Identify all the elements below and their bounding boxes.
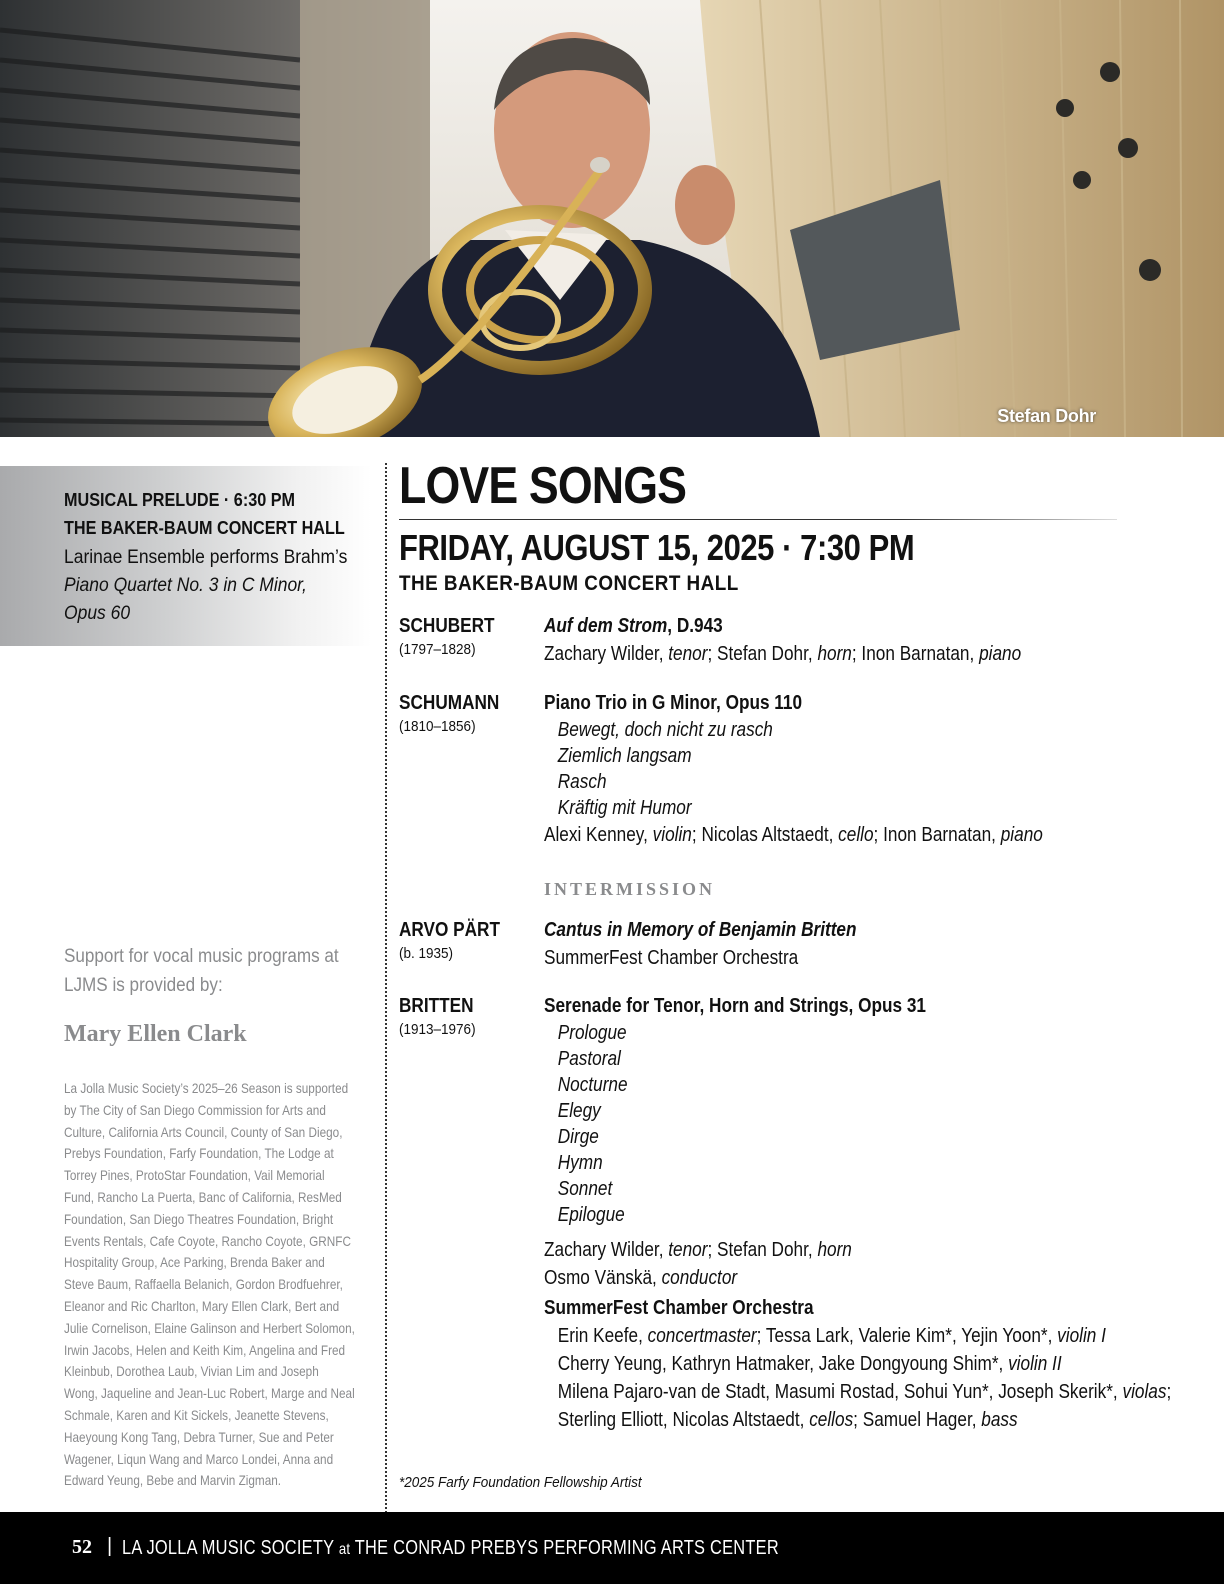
performer-name: Inon Barnatan,	[883, 824, 1001, 846]
performer-name: Inon Barnatan,	[861, 643, 980, 665]
roster-line: Cherry Yeung, Kathryn Hatmaker, Jake Dongyoung Shim*, violin II	[557, 1353, 1062, 1375]
season-support-line: Schmale, Karen and Kit Sickels, Jeanette Stevens,	[64, 1406, 329, 1423]
conductor	[544, 1264, 1112, 1292]
season-support-line: Haeyoung Kong Tang, Debra Turner, Sue and Peter	[64, 1428, 334, 1445]
season-support-line: Julie Cornelison, Elaine Galinson and Herbert Solomon,	[64, 1319, 355, 1336]
concert-header	[399, 456, 1199, 595]
concert-title: LOVE SONGS	[399, 457, 687, 515]
photo-credit: Stefan Dohr	[997, 406, 1096, 426]
season-support-line: by The City of San Diego Commission for Arts and	[64, 1101, 326, 1118]
prelude-venue: THE BAKER-BAUM CONCERT HALL	[64, 518, 345, 538]
movement: Epilogue	[557, 1204, 625, 1226]
performer-role: tenor	[668, 643, 708, 665]
footer-organization	[122, 1537, 779, 1560]
footer-separator: |	[107, 1535, 113, 1557]
movement: Elegy	[557, 1100, 601, 1122]
composer-dates: (b. 1935)	[399, 945, 454, 962]
movement: Sonnet	[557, 1178, 613, 1200]
musical-prelude-box	[0, 466, 372, 646]
org-at: at	[338, 1541, 351, 1558]
performer-role: cello	[838, 824, 874, 846]
conductor-role: conductor	[661, 1267, 738, 1289]
movement: Nocturne	[557, 1074, 628, 1096]
season-support-line: Prebys Foundation, Farfy Foundation, The Lodge at	[64, 1145, 334, 1162]
org-venue: THE CONRAD PREBYS PERFORMING ARTS CENTER	[350, 1537, 779, 1559]
movement-list	[544, 1020, 1204, 1228]
movement: Rasch	[557, 771, 607, 793]
footnote: *2025 Farfy Foundation Fellowship Artist	[399, 1474, 642, 1491]
season-support-line: Edward Yeung, Bebe and Marvin Zigman.	[64, 1472, 282, 1489]
season-support-line: Torrey Pines, ProtoStar Foundation, Vail Memorial	[64, 1167, 325, 1184]
column-divider	[385, 463, 387, 1513]
performer-role: piano	[979, 643, 1022, 665]
movement: Dirge	[557, 1126, 599, 1148]
performer-name: Zachary Wilder,	[544, 1239, 669, 1261]
work-catalog: , D.943	[667, 615, 723, 637]
roster-line: Milena Pajaro-van de Stadt, Masumi Rostad, Sohui Yun*, Joseph Skerik*, violas;	[557, 1381, 1172, 1403]
donor-name: Mary Ellen Clark	[64, 1021, 247, 1047]
season-support-line: Wong, Jaqueline and Jean-Luc Robert, Marge and Neal	[64, 1385, 355, 1402]
prelude-description	[64, 544, 348, 628]
composer-name: ARVO PÄRT	[399, 919, 500, 941]
performer-role: piano	[1000, 824, 1043, 846]
composer-name: SCHUMANN	[399, 692, 500, 714]
org-name: LA JOLLA MUSIC SOCIETY	[122, 1537, 339, 1559]
orchestra-name: SummerFest Chamber Orchestra	[544, 1297, 814, 1319]
season-support-line: Wagener, Liqun Wang and Marco Londei, Anna and	[64, 1450, 334, 1467]
support-line: Support for vocal music programs at	[64, 946, 339, 967]
composer-dates: (1797–1828)	[399, 641, 476, 658]
support-line: LJMS is provided by:	[64, 975, 223, 996]
movement: Bewegt, doch nicht zu rasch	[557, 719, 773, 741]
soloists: Zachary Wilder, tenor; Stefan Dohr, horn	[544, 1239, 852, 1261]
work-title-italic: Cantus in Memory of Benjamin Britten	[544, 919, 857, 941]
vocal-support-credit	[64, 942, 364, 1049]
season-support-line: Kleinbub, Dorothea Laub, Vivian Lim and Joseph	[64, 1363, 319, 1380]
orchestra-roster	[544, 1322, 1204, 1434]
season-support-line: Hospitality Group, Ace Parking, Brenda Baker and	[64, 1254, 325, 1271]
movement: Hymn	[557, 1152, 603, 1174]
performer-name: Zachary Wilder,	[544, 643, 669, 665]
prelude-performers: Larinae Ensemble performs Brahm’s	[64, 547, 348, 568]
composer-dates: (1913–1976)	[399, 1021, 476, 1038]
prelude-work-line-2: Opus 60	[64, 603, 131, 624]
movement: Prologue	[557, 1022, 627, 1044]
intermission-label: INTERMISSION	[544, 879, 716, 899]
performer-name: Alexi Kenney,	[544, 824, 653, 846]
performer-role: violin	[652, 824, 692, 846]
performer-name: Stefan Dohr,	[717, 643, 818, 665]
concert-venue: THE BAKER-BAUM CONCERT HALL	[399, 572, 739, 595]
season-support-text	[64, 1078, 394, 1492]
performer-name: Stefan Dohr,	[717, 1239, 818, 1261]
prelude-heading: MUSICAL PRELUDE · 6:30 PM	[64, 490, 296, 510]
work-title	[544, 612, 1112, 640]
work-title: Piano Trio in G Minor, Opus 110	[544, 692, 803, 714]
page-number: 52	[72, 1536, 92, 1558]
season-support-line: Irwin Jacobs, Helen and Keith Kim, Angelina and Fred	[64, 1341, 346, 1358]
hero-photo-illustration	[0, 0, 1224, 437]
work-title: Serenade for Tenor, Horn and Strings, Opus 31	[544, 995, 926, 1017]
season-support-line: Events Rentals, Cafe Coyote, Rancho Coyote, GRNFC	[64, 1232, 351, 1249]
roster-line: Sterling Elliott, Nicolas Altstaedt, cellos; Samuel Hager, bass	[557, 1409, 1018, 1431]
season-support-line: Foundation, San Diego Theatres Foundation, Bright	[64, 1210, 334, 1227]
prelude-work-line-1: Piano Quartet No. 3 in C Minor,	[64, 575, 307, 596]
season-support-line: Steve Baum, Raffaella Belanich, Gordon Brodfuehrer,	[64, 1276, 343, 1293]
performer-role: horn	[817, 643, 852, 665]
performer-role: horn	[817, 1239, 852, 1261]
page-footer	[0, 1512, 1224, 1584]
performer-role: tenor	[668, 1239, 708, 1261]
roster-line: Erin Keefe, concertmaster; Tessa Lark, Valerie Kim*, Yejin Yoon*, violin I	[557, 1325, 1106, 1347]
movement-list	[544, 717, 1204, 821]
conductor-name: Osmo Vänskä,	[544, 1267, 662, 1289]
composer-dates: (1810–1856)	[399, 718, 476, 735]
movement: Ziemlich langsam	[557, 745, 692, 767]
hero-photo	[0, 0, 1224, 437]
season-support-line: Fund, Rancho La Puerta, Banc of California, ResMed	[64, 1188, 342, 1205]
title-rule	[399, 519, 1117, 520]
season-support-line: La Jolla Music Society’s 2025–26 Season is supported	[64, 1080, 349, 1096]
performers: Alexi Kenney, violin; Nicolas Altstaedt, cello; Inon Barnatan, piano	[544, 824, 1043, 846]
work-title-italic: Auf dem Strom	[544, 615, 668, 637]
performers: SummerFest Chamber Orchestra	[544, 947, 799, 969]
composer-name: SCHUBERT	[399, 615, 495, 637]
movement: Kräftig mit Humor	[557, 797, 692, 819]
movement: Pastoral	[557, 1048, 621, 1070]
performer-name: Nicolas Altstaedt,	[701, 824, 839, 846]
work-title	[544, 916, 1112, 944]
performers: Zachary Wilder, tenor; Stefan Dohr, horn; Inon Barnatan, piano	[544, 643, 1022, 665]
season-support-line: Culture, California Arts Council, County of San Diego,	[64, 1123, 343, 1140]
concert-date: FRIDAY, AUGUST 15, 2025 · 7:30 PM	[399, 527, 915, 568]
composer-name: BRITTEN	[399, 995, 474, 1017]
season-support-line: Eleanor and Ric Charlton, Mary Ellen Clark, Bert and	[64, 1297, 340, 1314]
